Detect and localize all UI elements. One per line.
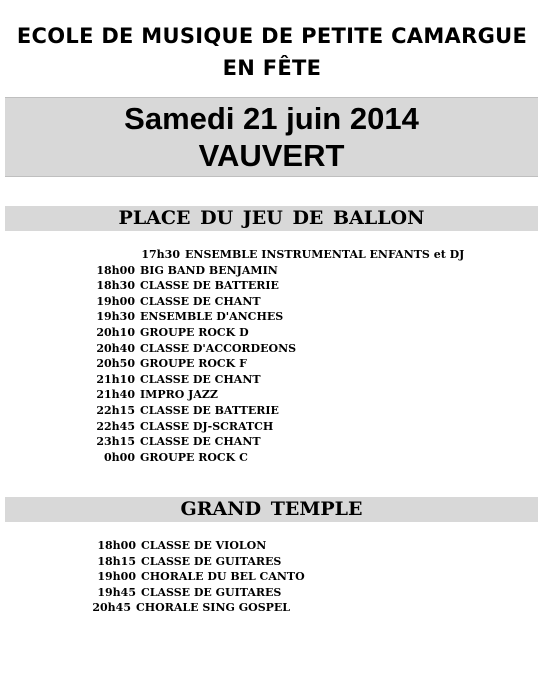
schedule-label: CLASSE DE BATTERIE xyxy=(140,404,279,417)
schedule-row xyxy=(92,341,296,356)
schedule-row xyxy=(92,450,248,465)
event-date: Samedi 21 juin 2014 xyxy=(124,101,419,136)
schedule-time: 19h30 xyxy=(96,310,135,324)
schedule-time: 19h00 xyxy=(97,570,136,584)
schedule-label: GROUPE ROCK C xyxy=(140,450,248,464)
schedule-label: ENSEMBLE D'ANCHES xyxy=(140,310,284,324)
schedule-label: CLASSE DE CHANT xyxy=(140,372,261,386)
schedule-time: 23h15 xyxy=(96,435,135,449)
schedule-label: CLASSE DE CHANT xyxy=(140,435,261,449)
schedule-row xyxy=(92,294,261,309)
section-title-place-du-jeu-de-ballon: PLACE DU JEU DE BALLON xyxy=(5,206,538,231)
schedule-label: CLASSE DE CHANT xyxy=(140,294,261,308)
schedule-row xyxy=(93,538,266,553)
schedule-row xyxy=(92,403,279,418)
schedule-label: CLASSE DE VIOLON xyxy=(141,539,267,552)
schedule-row xyxy=(93,554,281,569)
schedule-label: GROUPE ROCK D xyxy=(140,326,249,339)
schedule-row xyxy=(92,325,249,340)
schedule-row xyxy=(92,278,279,293)
date-banner xyxy=(5,97,538,177)
schedule-row xyxy=(92,419,273,434)
school-title: ECOLE DE MUSIQUE DE PETITE CAMARGUE xyxy=(16,24,528,48)
schedule-time: 21h10 xyxy=(96,372,135,386)
schedule-time: 20h45 xyxy=(92,601,131,615)
schedule-row xyxy=(92,434,261,449)
schedule-time: 0h00 xyxy=(104,450,135,464)
schedule-label: IMPRO JAZZ xyxy=(140,388,218,402)
schedule-time: 18h00 xyxy=(97,539,136,552)
schedule-row xyxy=(92,309,283,324)
schedule-label: ENSEMBLE INSTRUMENTAL ENFANTS et DJ xyxy=(185,248,465,261)
schedule-time: 17h30 xyxy=(141,248,180,261)
schedule-row xyxy=(137,247,464,262)
schedule-label: GROUPE ROCK F xyxy=(140,357,247,371)
schedule-time: 18h30 xyxy=(96,279,135,293)
schedule-time: 20h10 xyxy=(96,326,135,339)
schedule-time: 21h40 xyxy=(96,388,135,402)
event-city: VAUVERT xyxy=(198,138,345,173)
schedule-time: 18h00 xyxy=(96,263,135,277)
schedule-row xyxy=(93,569,305,584)
schedule-label: CLASSE DE BATTERIE xyxy=(140,279,279,293)
schedule-label: CLASSE DE GUITARES xyxy=(141,554,282,568)
schedule-time: 20h40 xyxy=(96,341,135,355)
schedule-row xyxy=(92,356,247,371)
schedule-label: BIG BAND BENJAMIN xyxy=(140,263,278,277)
schedule-time: 22h45 xyxy=(96,419,135,433)
schedule-row xyxy=(92,372,261,387)
event-subtitle: EN FÊTE xyxy=(222,56,322,80)
schedule-label: CHORALE DU BEL CANTO xyxy=(141,570,305,584)
schedule-time: 22h15 xyxy=(96,404,135,417)
schedule-label: CLASSE D'ACCORDEONS xyxy=(140,341,297,355)
schedule-time: 20h50 xyxy=(96,357,135,371)
schedule-row xyxy=(92,387,218,402)
schedule-time: 19h45 xyxy=(97,585,136,599)
schedule-label: CHORALE SING GOSPEL xyxy=(136,601,291,615)
schedule-label: CLASSE DJ-SCRATCH xyxy=(140,419,274,433)
schedule-row xyxy=(88,600,290,615)
schedule-row xyxy=(93,585,281,600)
schedule-time: 18h15 xyxy=(97,554,136,568)
schedule-label: CLASSE DE GUITARES xyxy=(141,585,282,599)
section-title-grand-temple: GRAND TEMPLE xyxy=(5,497,538,522)
schedule-time: 19h00 xyxy=(96,294,135,308)
schedule-row xyxy=(92,263,278,278)
